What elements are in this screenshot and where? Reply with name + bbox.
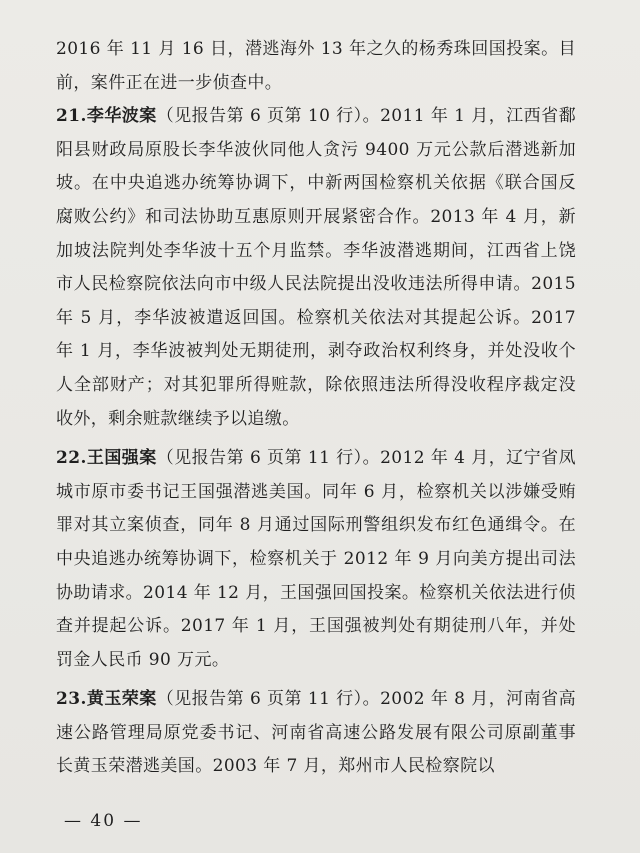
case-paragraph-23 — [56, 683, 576, 784]
case-23-number: 23. — [56, 689, 87, 710]
page-number: — 40 — — [64, 811, 143, 831]
case-21-number: 21. — [56, 106, 87, 127]
case-paragraph-22 — [56, 442, 576, 677]
case-22-body: 。2012 年 4 月，辽宁省凤城市原市委书记王国强潜逃美国。同年 6 月，检察机关以涉嫌受贿罪对其立案侦查，同年 8 月通过国际刑警组织发布红色通缉令。在中央追逃办统筹协调下，检察机关于 2012 年 9 月向美方提出司法协助请求。2014 年 12 月，王国强回国投案。检察机关依法进行侦查并提起公诉。2017 年 1 月，王国强被判处有期徒刑八年，并处罚金人民币 90 万元。 — [56, 448, 576, 670]
case-22-reference: （见报告第 6 页第 11 行） — [156, 448, 363, 469]
case-21-title: 李华波案 — [86, 106, 157, 127]
case-paragraph-21 — [56, 100, 576, 436]
case-21-reference: （见报告第 6 页第 10 行） — [156, 106, 363, 127]
case-23-body: 。2002 年 8 月，河南省高速公路管理局原党委书记、河南省高速公路发展有限公司原副董事长黄玉荣潜逃美国。2003 年 7 月，郑州市人民检察院以 — [56, 689, 576, 777]
case-22-number: 22. — [56, 448, 87, 469]
intro-text: 2016 年 11 月 16 日，潜逃海外 13 年之久的杨秀珠回国投案。目前，案件正在进一步侦查中。 — [56, 39, 576, 93]
case-22-title: 王国强案 — [86, 448, 157, 469]
case-23-reference: （见报告第 6 页第 11 行） — [156, 689, 363, 710]
intro-paragraph — [56, 33, 576, 100]
case-21-body: 。2011 年 1 月，江西省鄱阳县财政局原股长李华波伙同他人贪污 9400 万元公款后潜逃新加坡。在中央追逃办统筹协调下，中新两国检察机关依据《联合国反腐败公约》和司法协助互惠原则开展紧密合作。2013 年 4 月，新加坡法院判处李华波十五个月监禁。李华波潜逃期间，江西省上饶市人民检察院依法向市中级人民法院提出没收违法所得申请。2015 年 5 月，李华波被遣返回国。检察机关依法对其提起公诉。2017 年 1 月，李华波被判处无期徒刑，剥夺政治权利终身，并处没收个人全部财产；对其犯罪所得赃款，除依照违法所得没收程序裁定没收外，剩余赃款继续予以追缴。 — [56, 106, 576, 429]
case-23-title: 黄玉荣案 — [86, 689, 157, 710]
document-body — [56, 33, 576, 784]
